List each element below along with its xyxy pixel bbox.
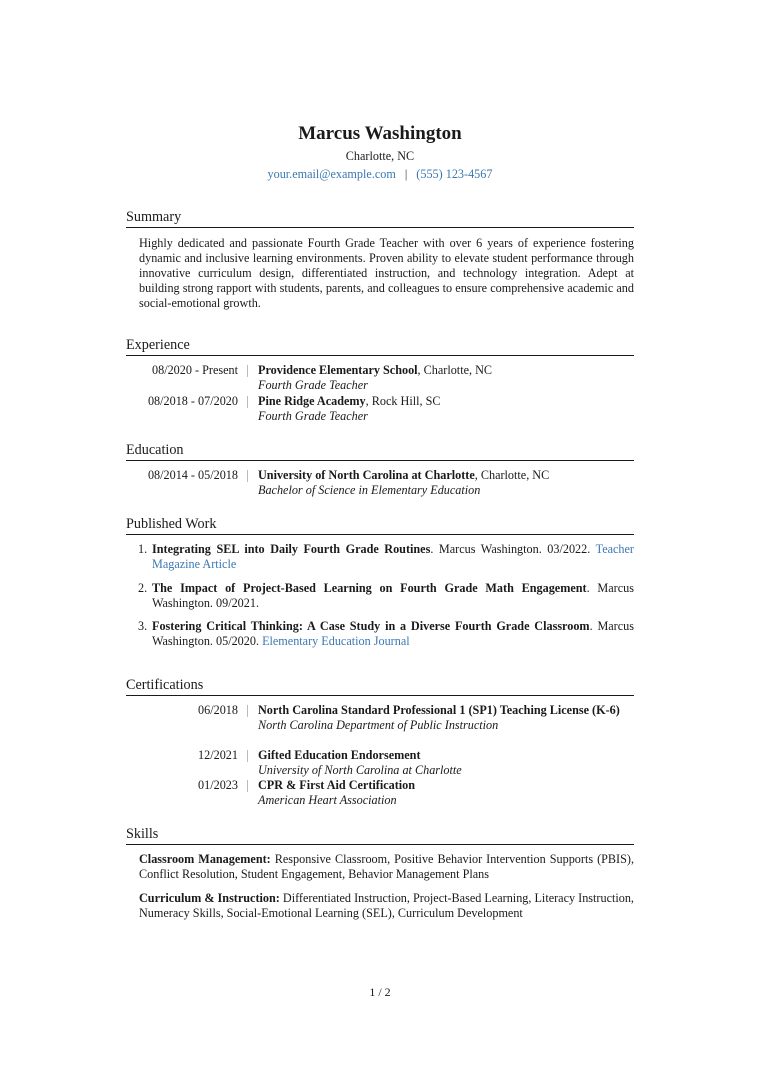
publication-number: 3. [138, 619, 148, 633]
section-title-summary: Summary [126, 208, 634, 228]
certification-entry [126, 703, 634, 748]
entry-org: Providence Elementary School [258, 363, 418, 377]
cert-issuer: American Heart Association [258, 793, 397, 807]
certification-entry [126, 778, 634, 808]
publication-title: The Impact of Project-Based Learning on Fourth Grade Math Engagement [152, 581, 587, 595]
phone-link[interactable]: (555) 123-4567 [416, 167, 493, 181]
cert-title: CPR & First Aid Certification [258, 778, 416, 792]
publication-meta: . Marcus Washington. 03/2022. [430, 542, 596, 556]
cert-date: 12/2021 [198, 748, 238, 762]
cert-issuer: North Carolina Department of Public Instruction [258, 718, 499, 732]
candidate-location: Charlotte, NC [345, 149, 415, 163]
contact-line [126, 167, 634, 182]
cert-content [258, 703, 634, 733]
skill-group [139, 852, 634, 882]
skill-text: Differentiated Instruction, Project-Based Learning, Literacy Instruction, Numeracy Skills, Social-Emotional Learning (SEL), Curriculum Development [139, 891, 634, 920]
page-number: 1 / 2 [369, 985, 391, 999]
section-title-skills: Skills [126, 825, 634, 845]
publication-meta: . Marcus Washington. 05/2020. [152, 619, 634, 648]
section-title-experience: Experience [126, 336, 634, 356]
candidate-name: Marcus Washington [298, 123, 462, 144]
certification-entry [126, 748, 634, 778]
publication-title: Fostering Critical Thinking: A Case Study in a Diverse Fourth Grade Classroom [152, 619, 590, 633]
cert-issuer: University of North Carolina at Charlotte [258, 763, 462, 777]
entry-content [258, 363, 634, 393]
entry-content [258, 468, 634, 498]
entry-role: Fourth Grade Teacher [258, 378, 368, 392]
experience-entry [126, 394, 634, 424]
publication-link[interactable]: Teacher Magazine Article [152, 542, 634, 571]
summary-text: Highly dedicated and passionate Fourth Grade Teacher with over 6 years of experience fostering dynamic and inclusive learning environments. Proven ability to elevate student performance through innovative curriculum design, differentiated instruction, and technology integration. Adept at building strong rapport with students, parents, and colleagues to ensure comprehensive academic and social-emotional growth. [139, 236, 634, 310]
date-divider [247, 470, 248, 482]
section-title-education: Education [126, 441, 634, 461]
cert-title: Gifted Education Endorsement [258, 748, 421, 762]
publication-item [138, 581, 634, 611]
publication-number: 1. [138, 542, 148, 556]
cert-date: 06/2018 [198, 703, 238, 717]
cert-content [258, 748, 634, 778]
entry-content [258, 394, 634, 424]
entry-degree: Bachelor of Science in Elementary Education [258, 483, 481, 497]
date-divider [247, 780, 248, 792]
entry-date: 08/2018 - 07/2020 [147, 394, 238, 408]
skill-text: Responsive Classroom, Positive Behavior Intervention Supports (PBIS), Conflict Resolution, Student Engagement, Behavior Management Plans [139, 852, 634, 881]
entry-org: Pine Ridge Academy [258, 394, 366, 408]
publication-meta: . Marcus Washington. 09/2021. [152, 581, 634, 610]
section-title-certifications: Certifications [126, 676, 634, 696]
publication-item [138, 619, 634, 649]
date-divider [247, 705, 248, 717]
skill-label: Curriculum & Instruction: [139, 891, 280, 905]
cert-date: 01/2023 [198, 778, 238, 792]
section-title-published-work: Published Work [126, 515, 634, 535]
entry-place: , Charlotte, NC [474, 468, 550, 482]
entry-org: University of North Carolina at Charlotte [258, 468, 475, 482]
publication-item [138, 542, 634, 572]
education-entry [126, 468, 634, 498]
entry-place: , Rock Hill, SC [365, 394, 441, 408]
skill-group [139, 891, 634, 921]
email-link[interactable]: your.email@example.com [267, 167, 396, 181]
publication-title: Integrating SEL into Daily Fourth Grade Routines [152, 542, 431, 556]
date-divider [247, 750, 248, 762]
entry-date: 08/2014 - 05/2018 [147, 468, 238, 482]
skill-label: Classroom Management: [139, 852, 271, 866]
cert-content [258, 778, 634, 808]
entry-role: Fourth Grade Teacher [258, 409, 368, 423]
cert-title: North Carolina Standard Professional 1 (SP1) Teaching License (K-6) [258, 703, 620, 717]
publication-link[interactable]: Elementary Education Journal [262, 634, 410, 648]
entry-date: 08/2020 - Present [152, 363, 238, 377]
entry-place: , Charlotte, NC [417, 363, 493, 377]
publication-number: 2. [138, 581, 148, 595]
date-divider [247, 365, 248, 377]
contact-separator: | [404, 167, 408, 181]
experience-entry [126, 363, 634, 393]
date-divider [247, 396, 248, 408]
